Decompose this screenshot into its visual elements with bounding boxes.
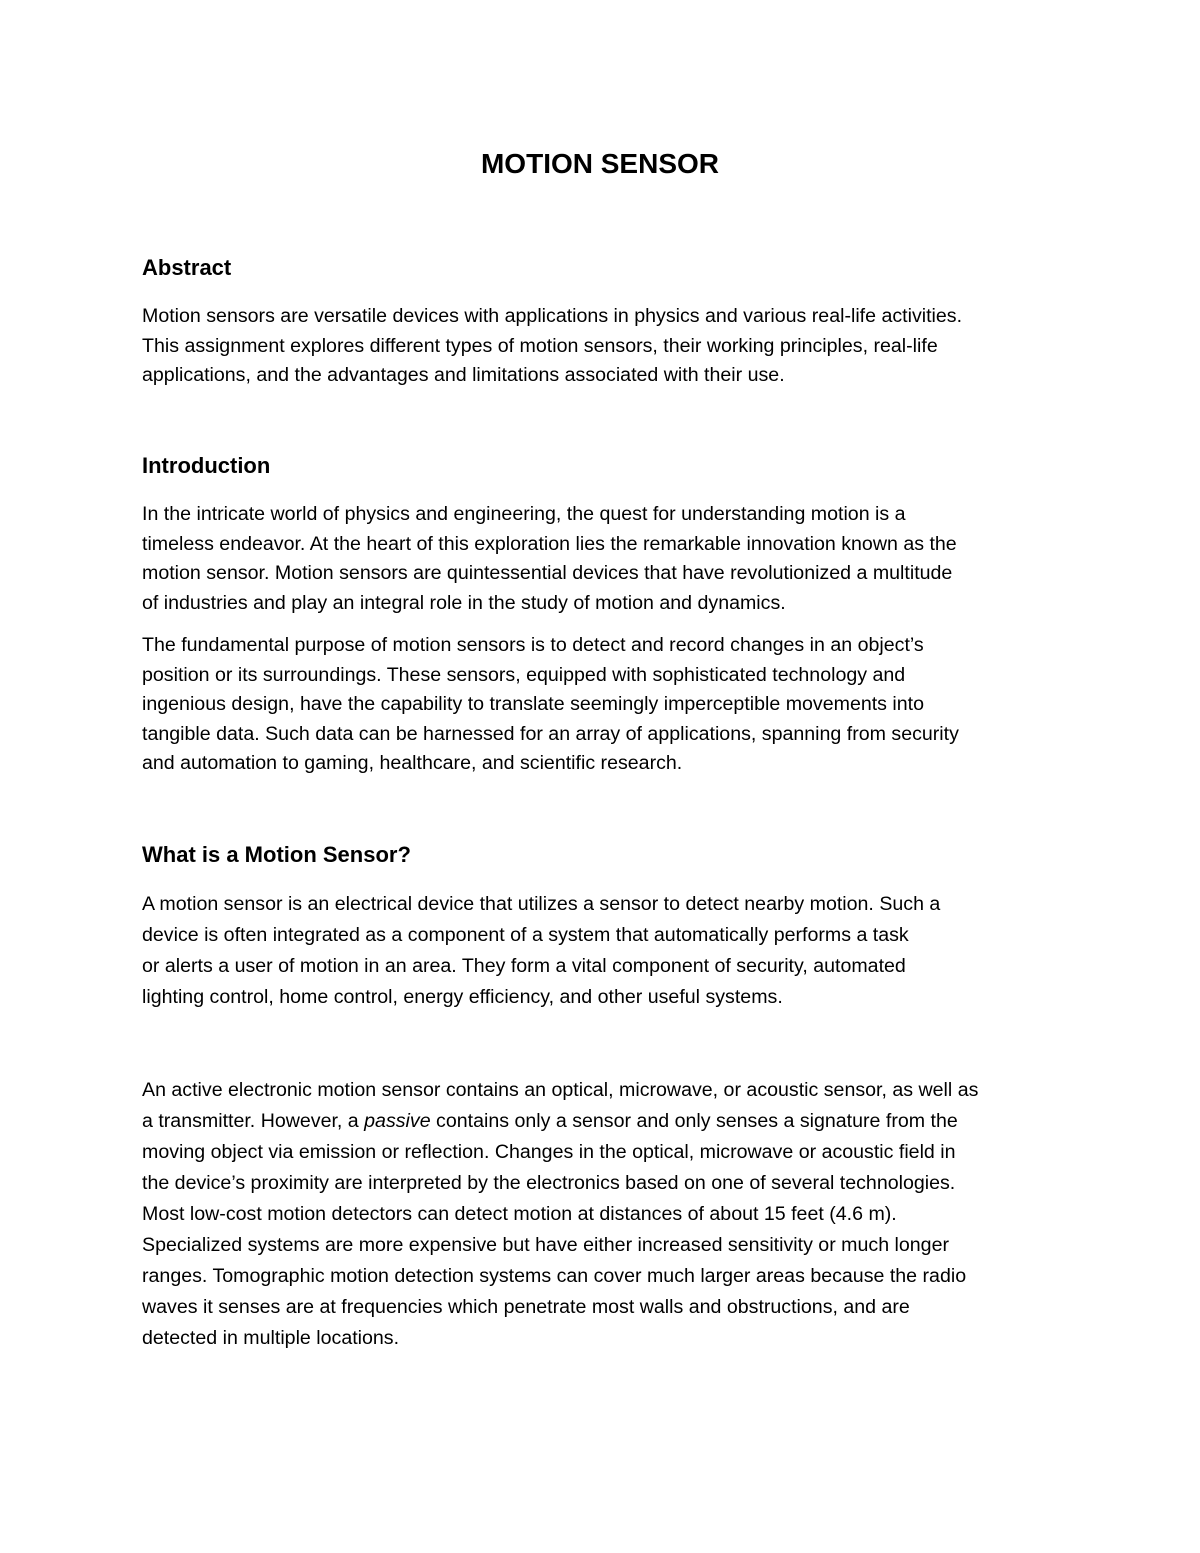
what-is-line: A motion sensor is an electrical device that utilizes a sensor to detect nearby motion. Such a [142, 893, 941, 915]
introduction-heading: Introduction [142, 453, 271, 478]
what-is-line: detected in multiple locations. [142, 1327, 400, 1349]
what-is-line: device is often integrated as a component of a system that automatically performs a task [142, 924, 909, 946]
abstract-line: This assignment explores different types of motion sensors, their working principles, real-life [142, 334, 938, 357]
line-text: a transmitter. However, a [142, 1110, 365, 1132]
introduction-paragraph-1 [142, 500, 1072, 618]
introduction-line: The fundamental purpose of motion sensors is to detect and record changes in an object’s [142, 634, 924, 656]
introduction-line: motion sensor. Motion sensors are quintessential devices that have revolutionized a multitude [142, 562, 953, 585]
what-is-line: lighting control, home control, energy efficiency, and other useful systems. [142, 986, 783, 1008]
abstract-heading: Abstract [142, 255, 232, 280]
what-is-heading: What is a Motion Sensor? [142, 842, 411, 867]
what-is-line: ranges. Tomographic motion detection systems can cover much larger areas because the radio [142, 1265, 967, 1287]
what-is-line: or alerts a user of motion in an area. They form a vital component of security, automated [142, 955, 906, 977]
line-text: contains only a sensor and only senses a signature from the [430, 1110, 958, 1132]
what-is-line: moving object via emission or reflection. Changes in the optical, microwave or acoustic field in [142, 1141, 956, 1163]
introduction-line: and automation to gaming, healthcare, and scientific research. [142, 752, 683, 775]
what-is-paragraph-2 [142, 1075, 1072, 1354]
abstract-line: applications, and the advantages and limitations associated with their use. [142, 364, 785, 387]
what-is-paragraph-1 [142, 889, 1072, 1013]
what-is-line: An active electronic motion sensor contains an optical, microwave, or acoustic sensor, as well as [142, 1079, 979, 1101]
what-is-line: waves it senses are at frequencies which penetrate most walls and obstructions, and are [142, 1296, 910, 1318]
what-is-line: Most low-cost motion detectors can detect motion at distances of about 15 feet (4.6 m). [142, 1203, 897, 1225]
introduction-paragraph-2 [142, 631, 1072, 779]
introduction-line: timeless endeavor. At the heart of this exploration lies the remarkable innovation known as the [142, 532, 957, 555]
introduction-line: In the intricate world of physics and engineering, the quest for understanding motion is a [142, 503, 906, 525]
what-is-line: the device’s proximity are interpreted by the electronics based on one of several technologies. [142, 1172, 956, 1194]
what-is-line [142, 1106, 1072, 1137]
abstract-line: Motion sensors are versatile devices with applications in physics and various real-life activities. [142, 305, 963, 327]
what-is-line: Specialized systems are more expensive but have either increased sensitivity or much longer [142, 1234, 949, 1256]
introduction-line: tangible data. Such data can be harnessed for an array of applications, spanning from security [142, 722, 959, 745]
introduction-line: position or its surroundings. These sensors, equipped with sophisticated technology and [142, 663, 906, 686]
introduction-line: of industries and play an integral role in the study of motion and dynamics. [142, 591, 786, 614]
emphasized-word: passive [364, 1110, 431, 1132]
abstract-paragraph [142, 302, 1072, 391]
document-title: MOTION SENSOR [480, 148, 719, 179]
introduction-line: ingenious design, have the capability to translate seemingly imperceptible movements into [142, 693, 925, 716]
